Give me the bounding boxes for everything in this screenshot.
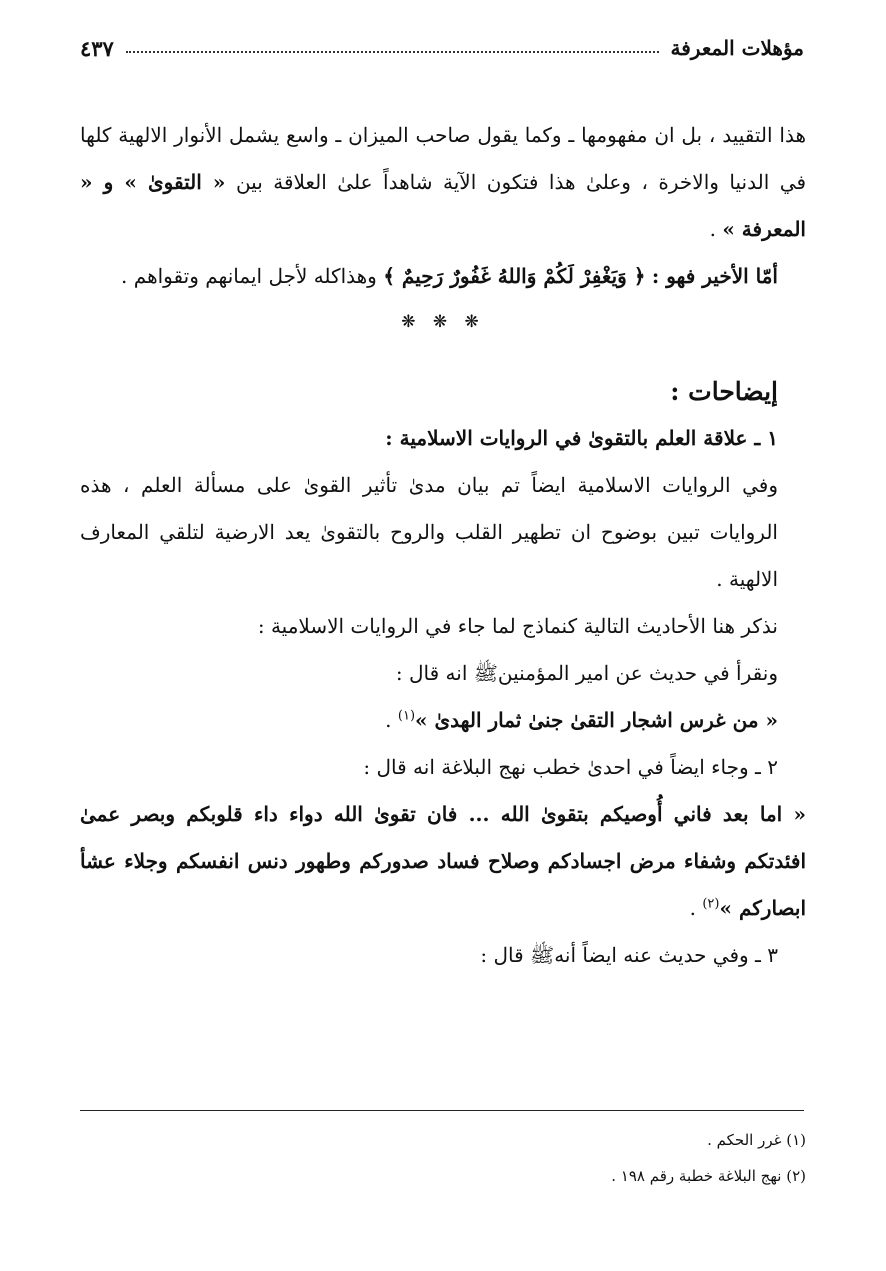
paragraph-1: هذا التقييد ، بل ان مفهومها ـ وكما يقول صاحب الميزان ـ واسع يشمل الأنوار الالهية كلها في الدنيا والاخرة ، وعلىٰ هذا فتكون الآية شاهداً علىٰ العلاقة بين « التقوىٰ » و « المعرفة » . (80, 123, 806, 241)
taqwa-marifa-phrase: « التقوىٰ » و « المعرفة » (80, 170, 806, 241)
page-number: ٤٣٧ (80, 35, 114, 61)
quran-verse: ﴿ وَيَغْفِرْ لَكُمْ وَاللهُ غَفُورٌ رَحِيمٌ ﴾ (383, 264, 646, 288)
paragraph-4: نذكر هنا الأحاديث التالية كنماذج لما جاء في الروايات الاسلامية : (257, 614, 778, 638)
main-text (80, 112, 806, 979)
paragraph-7: ٣ ـ وفي حديث عنه ايضاً أنهﷺ قال : (480, 943, 778, 967)
page-header (80, 30, 804, 66)
hadith-quote-1: « من غرس اشجار التقىٰ جنىٰ ثمار الهدىٰ »$^{(١)}$ . (385, 708, 778, 732)
paragraph-2: أمّا الأخير فهو : ﴿ وَيَغْفِرْ لَكُمْ وَاللهُ غَفُورٌ رَحِيمٌ ﴾ وهذاكله لأجل ايمانهم وتقواهم . (121, 264, 778, 288)
header-leader-dots (126, 51, 659, 53)
section-title: إيضاحات : (670, 377, 778, 406)
paragraph-5: ونقرأ في حديث عن امير المؤمنينﷺ انه قال : (395, 661, 778, 685)
paragraph-6: ٢ ـ وجاء ايضاً في احدىٰ خطب نهج البلاغة انه قال : (363, 755, 778, 779)
footnote-divider (80, 1110, 804, 1111)
footnote-2: (٢) نهج البلاغة خطبة رقم ١٩٨ . (611, 1167, 806, 1185)
running-title: مؤهلات المعرفة (670, 36, 804, 60)
footnote-ref-1: (١) (397, 708, 416, 724)
footnotes (80, 1122, 806, 1194)
footnote-ref-2: (٢) (702, 896, 720, 912)
hadith-quote-2: « اما بعد فاني أُوصيكم بتقوىٰ الله ... فان تقوىٰ الله دواء داء قلوبكم وبصر عمىٰ افئدتكم وشفاء مرض اجسادكم وصلاح فساد صدوركم وطهور دنس انفسكم وجلاء عشأ ابصاركم »$^{(٢)}$ . (80, 802, 806, 920)
section-separator: ❋ ❋ ❋ (401, 312, 485, 332)
footnote-1: (١) غرر الحكم . (707, 1131, 806, 1149)
subsection-title-1: ١ ـ علاقة العلم بالتقوىٰ في الروايات الاسلامية : (385, 426, 778, 450)
paragraph-3: وفي الروايات الاسلامية ايضاً تم بيان مدىٰ تأثير القوىٰ على مسألة العلم ، هذه الروايات تبين بوضوح ان تطهير القلب والروح بالتقوىٰ يعد الارضية لتلقي المعارف الالهية . (80, 473, 778, 591)
